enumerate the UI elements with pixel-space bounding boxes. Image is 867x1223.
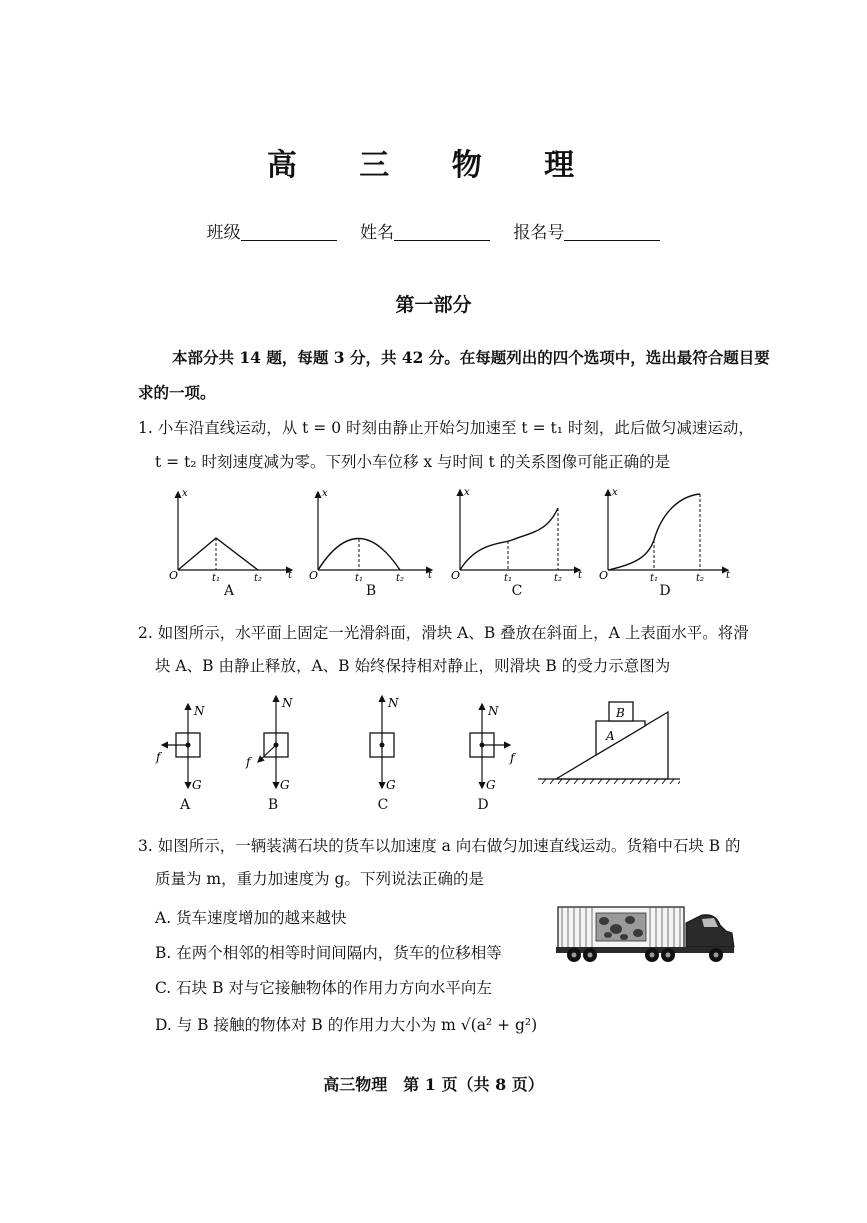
block-a-label: A (606, 729, 615, 743)
q2-force-diagrams (140, 688, 680, 798)
axis-t-label: t (428, 570, 433, 581)
t1-label: t₁ (212, 573, 221, 584)
q2-stem-line2: 块 A、B 由静止释放，A、B 始终保持相对静止，则滑块 B 的受力示意图为 (155, 657, 671, 675)
q3-option-d[interactable]: D. 与 B 接触的物体对 B 的作用力大小为 m √(a² + g²) (155, 1016, 538, 1034)
q1-graph-a (169, 488, 293, 584)
q2-diagram-c (370, 696, 399, 792)
q1-graph-b (309, 488, 433, 584)
gravity-label: G (486, 778, 496, 792)
name-label: 姓名 (360, 223, 394, 243)
q1-option-d[interactable]: D (659, 583, 671, 599)
q2-option-c[interactable]: C (377, 797, 389, 813)
q1-stem-line1: 1. 小车沿直线运动，从 t = 0 时刻由静止开始匀加速至 t = t₁ 时刻，此后做匀减速运动， (138, 419, 754, 437)
axis-x-label: x (612, 487, 618, 498)
block-b-label: B (616, 706, 625, 720)
axis-x-label: x (182, 488, 188, 499)
friction-label: f (156, 750, 161, 764)
name-blank[interactable] (394, 224, 490, 241)
gravity-label: G (386, 778, 396, 792)
class-label: 班级 (206, 223, 241, 243)
normal-force-label: N (194, 704, 205, 718)
friction-label: f (246, 755, 251, 769)
friction-label: f (510, 751, 515, 765)
q3-stem-line1: 3. 如图所示，一辆装满石块的货车以加速度 a 向右做匀加速直线运动。货箱中石块 B 的 (138, 837, 741, 855)
id-label: 报名号 (513, 223, 565, 243)
q3-stem-line2: 质量为 m，重力加速度为 g。下列说法正确的是 (155, 870, 484, 888)
origin-label: O (169, 569, 179, 582)
t1-label: t₁ (504, 573, 513, 584)
q2-diagram-d (470, 704, 517, 792)
t2-label: t₂ (254, 573, 263, 584)
class-blank[interactable] (241, 224, 337, 241)
gravity-label: G (280, 778, 290, 792)
q3-option-c[interactable]: C. 石块 B 对与它接触物体的作用力方向水平向左 (155, 979, 492, 997)
truck-illustration (552, 903, 742, 965)
t1-label: t₁ (355, 573, 364, 584)
axis-t-label: t (726, 570, 731, 581)
origin-label: O (309, 569, 319, 582)
instructions-line2: 求的一项。 (138, 383, 216, 402)
q2-option-a[interactable]: A (179, 797, 191, 813)
q1-graph-d (599, 487, 731, 584)
student-info-row (0, 218, 867, 243)
axis-t-label: t (578, 570, 583, 581)
q3-option-b[interactable]: B. 在两个相邻的相等时间间隔内，货车的位移相等 (155, 944, 502, 962)
q1-option-b[interactable]: B (365, 583, 377, 599)
q2-diagram-a (155, 704, 205, 792)
page-footer: 高三物理 第 1 页（共 8 页） (323, 1075, 544, 1094)
t1-label: t₁ (650, 573, 659, 584)
axis-x-label: x (464, 487, 470, 498)
q1-stem-line2: t = t₂ 时刻速度减为零。下列小车位移 x 与时间 t 的关系图像可能正确的是 (155, 453, 671, 471)
q2-diagram-b (245, 696, 293, 792)
q2-incline-diagram (538, 702, 680, 784)
normal-force-label: N (282, 696, 293, 710)
part-title: 第一部分 (395, 294, 472, 316)
origin-label: O (599, 569, 609, 582)
q1-option-a[interactable]: A (223, 583, 235, 599)
t2-label: t₂ (396, 573, 405, 584)
t2-label: t₂ (554, 573, 563, 584)
id-blank[interactable] (564, 224, 660, 241)
q1-graph-c (451, 487, 583, 584)
gravity-label: G (192, 778, 202, 792)
axis-t-label: t (288, 570, 293, 581)
page-title: 高 三 物 理 (266, 148, 601, 183)
normal-force-label: N (488, 704, 499, 718)
q1-option-c[interactable]: C (511, 583, 523, 599)
t2-label: t₂ (696, 573, 705, 584)
origin-label: O (451, 569, 461, 582)
q2-option-d[interactable]: D (477, 797, 489, 813)
q3-option-a[interactable]: A. 货车速度增加的越来越快 (155, 909, 347, 927)
q2-option-b[interactable]: B (267, 797, 279, 813)
q2-stem-line1: 2. 如图所示，水平面上固定一光滑斜面，滑块 A、B 叠放在斜面上，A 上表面水平。将滑 (138, 624, 749, 642)
normal-force-label: N (388, 696, 399, 710)
instructions-line1: 本部分共 14 题，每题 3 分，共 42 分。在每题列出的四个选项中，选出最符合题目要 (172, 348, 770, 367)
axis-x-label: x (322, 488, 328, 499)
